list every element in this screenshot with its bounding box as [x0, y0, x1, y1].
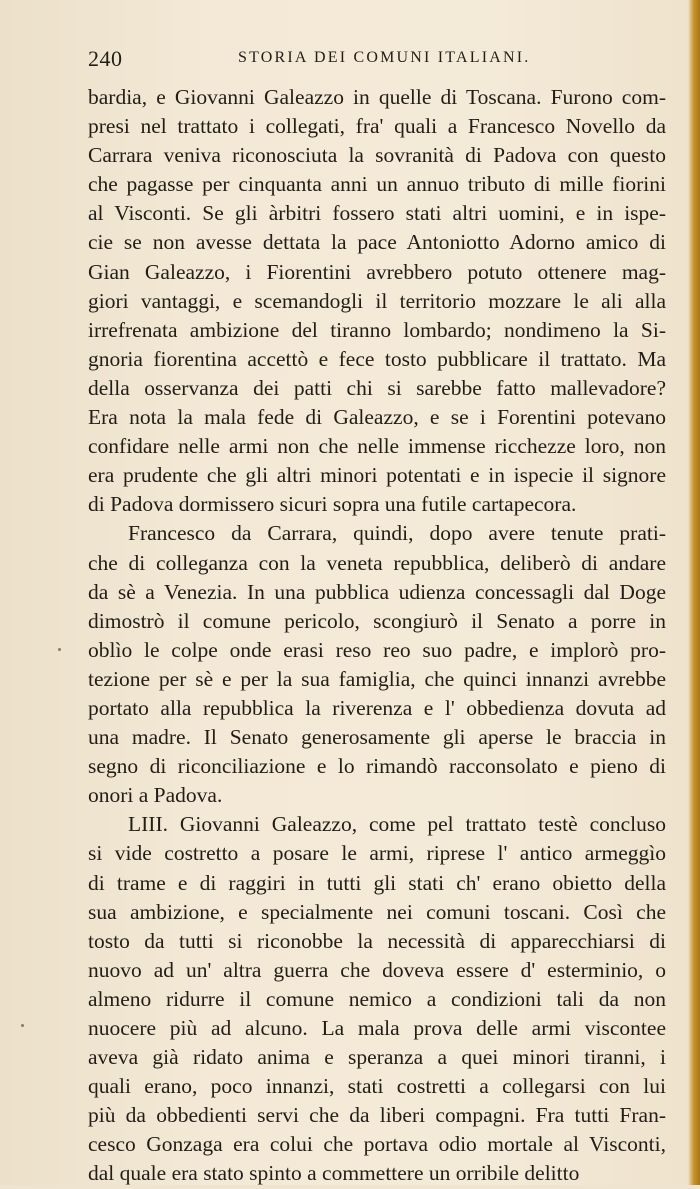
- text-line: nuocere più ad alcuno. La mala prova delle armi viscontee: [88, 1016, 666, 1040]
- paragraph: [88, 83, 666, 519]
- text-line: dal quale era stato spinto a commettere un orribile delitto: [88, 1161, 580, 1186]
- body-text: [88, 83, 666, 1189]
- text-line: della osservanza dei patti chi si sarebbe fatto mallevadore?: [88, 375, 666, 400]
- text-line: di trame e di raggiri in tutti gli stati ch' erano obietto della: [88, 870, 666, 895]
- text-line: tezione per sè e per la sua famiglia, che quinci innanzi avrebbe: [88, 666, 666, 691]
- text-line: di Padova dormissero sicuri sopra una futile cartapecora.: [88, 492, 577, 517]
- text-line: aveva già ridato anima e speranza a quei minori tiranni, i: [88, 1045, 666, 1070]
- text-line: cie se non avesse dettata la pace Antoniotto Adorno amico di: [88, 230, 666, 255]
- text-line: segno di riconciliazione e lo rimandò racconsolato e pieno di: [88, 754, 666, 779]
- text-line: Era nota la mala fede di Galeazzo, e se i Forentini potevano: [88, 405, 666, 430]
- text-line: sua ambizione, e specialmente nei comuni toscani. Così che: [88, 899, 666, 924]
- text-line: gnoria fiorentina accettò e fece tosto pubblicare il trattato. Ma: [88, 346, 666, 371]
- text-line: presi nel trattato i collegati, fra' quali a Francesco Novello da: [88, 114, 666, 139]
- text-line: era prudente che gli altri minori potentati e in ispecie il signore: [88, 463, 666, 488]
- text-line: si vide costretto a posare le armi, riprese l' antico armeggìo: [88, 841, 666, 866]
- text-line: più da obbedienti servi che da liberi compagni. Fra tutti Fran-: [88, 1103, 666, 1128]
- paragraph: [88, 810, 666, 1188]
- text-line: quali erano, poco innanzi, stati costretti a collegarsi con lui: [88, 1074, 666, 1099]
- text-line: oblìo le colpe onde erasi reso reo suo padre, e implorò pro-: [88, 637, 666, 662]
- text-line: da sè a Venezia. In una pubblica udienza concessagli dal Doge: [88, 579, 666, 604]
- text-line: che di colleganza con la veneta repubblica, deliberò di andare: [88, 550, 666, 575]
- text-line: Gian Galeazzo, i Fiorentini avrebbero potuto ottenere mag-: [88, 259, 666, 284]
- text-line: dimostrò il comune pericolo, scongiurò il Senato a porre in: [88, 608, 666, 633]
- text-line: giori vantaggi, e scemandogli il territorio mozzare le ali alla: [88, 288, 666, 313]
- text-line: irrefrenata ambizione del tiranno lombardo; nondimeno la Si-: [88, 317, 666, 342]
- page-number: 240: [88, 46, 123, 71]
- text-line: confidare nelle armi non che nelle immense ricchezze loro, non: [88, 434, 666, 459]
- text-line: una madre. Il Senato generosamente gli aperse le braccia in: [88, 725, 666, 750]
- text-line: cesco Gonzaga era colui che portava odio mortale al Visconti,: [88, 1132, 666, 1157]
- text-line: Francesco da Carrara, quindi, dopo avere tenute prati-: [128, 521, 666, 546]
- text-line: bardia, e Giovanni Galeazzo in quelle di Toscana. Furono com-: [88, 85, 666, 109]
- paragraph: [88, 519, 666, 810]
- text-line: nuovo ad un' altra guerra che doveva essere d' esterminio, o: [88, 957, 666, 982]
- text-line: LIII. Giovanni Galeazzo, come pel trattato testè concluso: [128, 812, 666, 837]
- text-line: almeno ridurre il comune nemico a condizioni tali da non: [88, 986, 666, 1011]
- ink-speck: [21, 1024, 24, 1027]
- running-title: STORIA DEI COMUNI ITALIANI.: [238, 49, 531, 66]
- page-edge: [688, 0, 700, 1185]
- text-line: portato alla repubblica la riverenza e l' obbedienza dovuta ad: [88, 695, 666, 720]
- page-header: [88, 46, 666, 80]
- text-line: onori a Padova.: [88, 783, 223, 808]
- text-line: che pagasse per cinquanta anni un annuo tributo di mille fiorini: [88, 172, 666, 197]
- text-line: al Visconti. Se gli àrbitri fossero stati altri uomini, e in ispe-: [88, 201, 666, 226]
- text-line: tosto da tutti si riconobbe la necessità di apparecchiarsi di: [88, 928, 666, 953]
- ink-speck: [58, 648, 61, 651]
- text-line: Carrara veniva riconosciuta la sovranità di Padova con questo: [88, 143, 666, 168]
